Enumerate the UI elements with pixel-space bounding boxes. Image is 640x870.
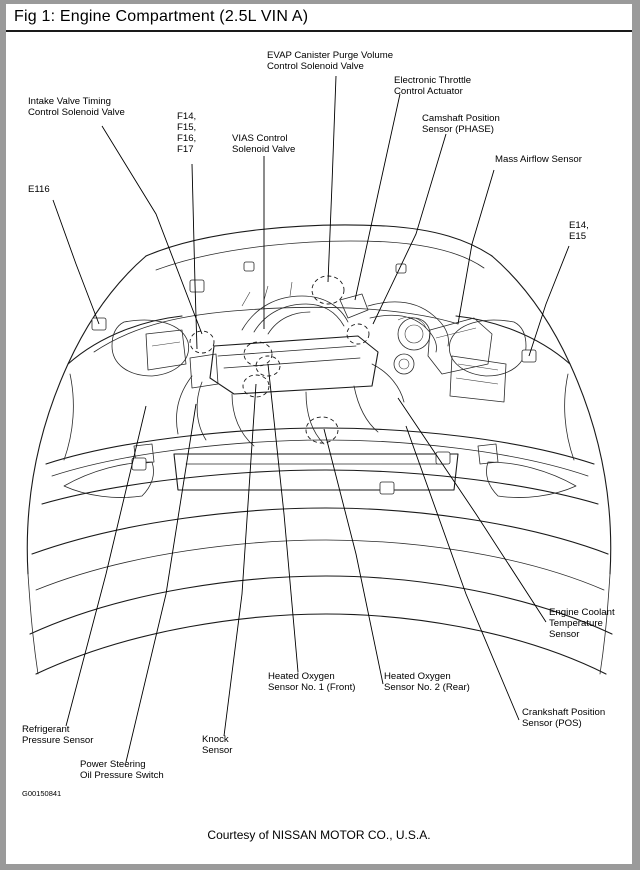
callout-line: F16, <box>177 133 197 144</box>
callout-line: EVAP Canister Purge Volume <box>267 50 394 61</box>
callout-line: Heated Oxygen <box>384 671 451 682</box>
callout-line: F14, <box>177 111 197 122</box>
callout-label-vias-control-solenoid-valve <box>232 133 295 155</box>
leader-line <box>53 200 99 324</box>
callout-label-knock-sensor <box>202 734 233 756</box>
leader-line <box>268 364 298 672</box>
callout-line: Engine Coolant <box>549 607 615 618</box>
leader-line <box>355 94 400 300</box>
callout-line: Sensor No. 1 (Front) <box>268 682 356 693</box>
highlight-camshaft-position-sensor <box>347 324 369 344</box>
callout-line: Refrigerant <box>22 724 70 735</box>
connector-cowl-left <box>244 262 254 271</box>
callout-label-e14-e15 <box>569 220 589 242</box>
leader-line <box>192 164 197 349</box>
callout-line: Mass Airflow Sensor <box>495 154 582 165</box>
callout-label-power-steering-oil-pressure-switch <box>80 759 164 781</box>
highlight-intake-valve-timing-solenoid <box>190 331 214 353</box>
callout-line: Knock <box>202 734 229 745</box>
callout-line: Sensor (POS) <box>522 718 582 729</box>
callout-line: E14, <box>569 220 589 231</box>
callout-label-e116 <box>28 184 50 195</box>
callout-label-evap-canister-purge-volume-control-solenoid-valve <box>267 50 393 72</box>
callout-line: E116 <box>28 184 50 195</box>
figure-title: Fig 1: Engine Compartment (2.5L VIN A) <box>14 8 309 25</box>
callout-layer <box>22 50 615 781</box>
callout-e116 <box>28 184 99 324</box>
drawing-number: G00150841 <box>22 789 62 798</box>
callout-line: Control Solenoid Valve <box>28 107 125 118</box>
callout-label-heated-oxygen-sensor-no-2-rear <box>384 671 470 693</box>
connector-front-left <box>132 458 146 470</box>
callout-line: Pressure Sensor <box>22 735 94 746</box>
callout-label-crankshaft-position-sensor-pos <box>522 707 605 729</box>
callout-electronic-throttle-control-actuator <box>355 75 471 300</box>
leader-line <box>224 384 256 736</box>
diagram-canvas <box>6 34 632 864</box>
callout-engine-coolant-temperature-sensor <box>398 398 615 640</box>
callout-line: Intake Valve Timing <box>28 96 112 107</box>
callout-line: Electronic Throttle <box>394 75 472 86</box>
callout-line: Sensor No. 2 (Rear) <box>384 682 470 693</box>
callout-line: Crankshaft Position <box>522 707 606 718</box>
page-border-bottom <box>0 864 640 870</box>
engine-compartment-drawing <box>6 34 632 864</box>
callout-line: VIAS Control <box>232 133 288 144</box>
callout-label-camshaft-position-sensor-phase <box>422 113 500 135</box>
courtesy-caption: Courtesy of NISSAN MOTOR CO., U.S.A. <box>207 828 431 842</box>
callout-line: Control Actuator <box>394 86 463 97</box>
leader-line <box>328 76 336 282</box>
callout-label-intake-valve-timing-control-solenoid-valve <box>28 96 125 118</box>
callout-evap-canister-purge-volume-control-solenoid-valve <box>267 50 393 282</box>
callout-mass-airflow-sensor <box>458 154 583 324</box>
page-border-right <box>632 0 640 870</box>
leader-line <box>398 398 546 622</box>
callout-intake-valve-timing-control-solenoid-valve <box>28 96 202 334</box>
callout-label-electronic-throttle-control-actuator <box>394 75 471 97</box>
callout-line: Temperature <box>549 618 603 629</box>
leader-line <box>66 406 146 726</box>
callout-label-refrigerant-pressure-sensor <box>22 724 94 746</box>
vehicle-body-outline <box>27 225 612 674</box>
figure-title-bar <box>6 4 632 32</box>
callout-e14-e15 <box>529 220 589 356</box>
callout-line: Solenoid Valve <box>232 144 296 155</box>
callout-line: Camshaft Position <box>422 113 500 124</box>
callout-line: E15 <box>569 231 587 242</box>
callout-line: Sensor <box>549 629 580 640</box>
callout-line: Control Solenoid Valve <box>267 61 364 72</box>
callout-line: F17 <box>177 144 194 155</box>
callout-camshaft-position-sensor-phase <box>373 113 500 324</box>
callout-line: Heated Oxygen <box>268 671 335 682</box>
leader-line <box>373 134 446 324</box>
callout-label-fuse-f14-f15-f16-f17 <box>177 111 196 155</box>
connector-front-center <box>380 482 394 494</box>
callout-line: Sensor <box>202 745 233 756</box>
callout-vias-control-solenoid-valve <box>232 133 295 329</box>
callout-label-heated-oxygen-sensor-no-1-front <box>268 671 355 693</box>
highlight-heated-oxygen-sensor-2 <box>306 417 338 443</box>
callout-line: Power Steering <box>80 759 146 770</box>
callout-line: Oil Pressure Switch <box>80 770 164 781</box>
callout-heated-oxygen-sensor-no-1-front <box>268 364 355 693</box>
leader-line <box>324 429 383 684</box>
callout-line: F15, <box>177 122 197 133</box>
leader-line <box>102 126 202 334</box>
callout-heated-oxygen-sensor-no-2-rear <box>324 429 470 693</box>
callout-refrigerant-pressure-sensor <box>22 406 146 746</box>
connector-fuse-block <box>190 280 204 292</box>
callout-label-mass-airflow-sensor <box>495 154 583 165</box>
callout-line: Sensor (PHASE) <box>422 124 494 135</box>
